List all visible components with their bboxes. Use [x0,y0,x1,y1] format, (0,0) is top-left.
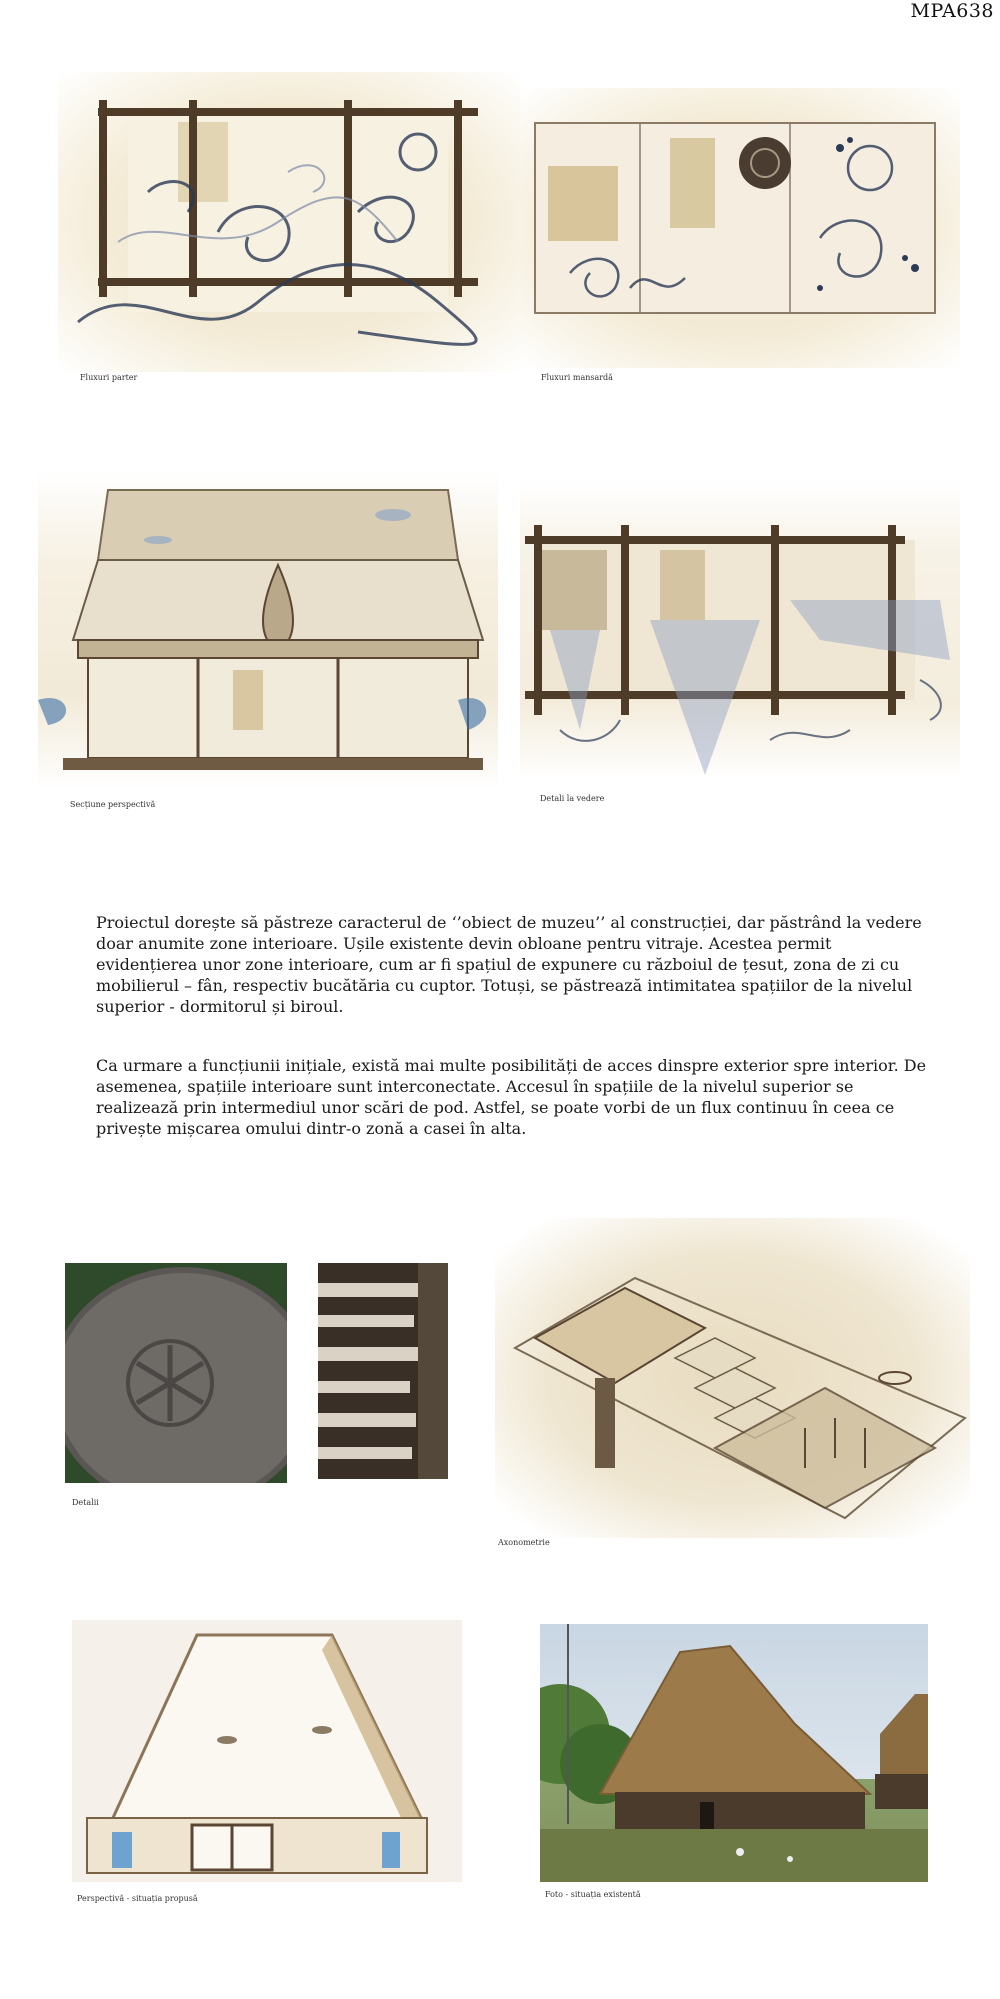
perspective-section-drawing [38,470,498,790]
ground-flow-drawing [58,72,520,372]
caption-attic-flows: Fluxuri mansardă [541,373,613,382]
description-paragraph-1: Proiectul dorește să păstreze caracterul de ‘’obiect de muzeu’’ al construcției, dar păstrând la vedere doar anumite zone interioare. Ușile existente devin obloane pentru vitraje. Acestea permit evidențierea unor zone interioare, cum ar fi spațiul de expunere cu războiul de țesut, zona de zi cu mobilierul – fân, respectiv bucătăria cu cuptor. Totuși, se păstrează intimitatea spațiilor de la nivelul superior - dormitorul și biroul. [96,913,922,1016]
attic-flow-drawing [520,88,960,368]
proposed-perspective-drawing [72,1620,462,1882]
caption-existing-photo: Foto - situația existentă [545,1890,641,1899]
log-wall-detail-photo [318,1263,448,1479]
existing-house-photo [540,1624,928,1882]
stone-detail-photo [65,1263,287,1483]
description-text [96,912,932,1177]
project-code: MPA638 [910,0,994,22]
caption-proposed-perspective: Perspectivă - situația propusă [77,1894,198,1903]
description-paragraph-2: Ca urmare a funcțiunii inițiale, există mai multe posibilități de acces dinspre exterior spre interior. De asemenea, spațiile interioare sunt interconectate. Accesul în spațiile de la nivelul superior se realizează prin intermediul unor scări de pod. Astfel, se poate vorbi de un flux continuu în ceea ce privește mișcarea omului dintr-o zonă a casei în alta. [96,1056,927,1138]
caption-details: Detalii [72,1498,99,1507]
axonometry-drawing [495,1218,970,1538]
caption-perspective-section: Secțiune perspectivă [70,800,156,809]
caption-axonometry: Axonometrie [498,1538,550,1547]
visible-details-drawing [520,480,960,780]
caption-visible-details: Detali la vedere [540,794,605,803]
caption-ground-flows: Fluxuri parter [80,373,138,382]
